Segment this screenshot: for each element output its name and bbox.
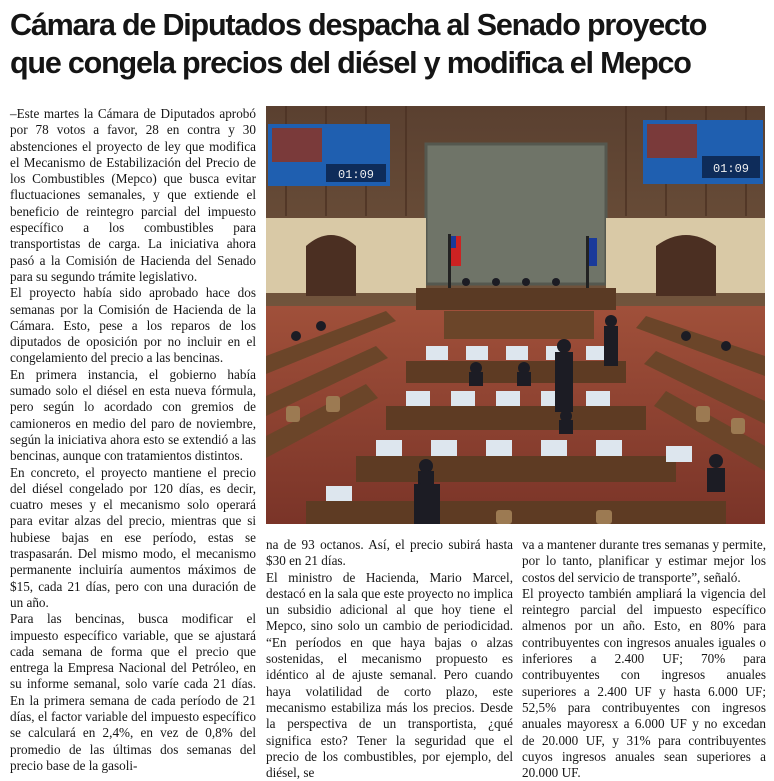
article-column-3 [522,537,766,781]
chamber-photo [266,106,765,524]
paragraph: va a mantener durante tres semanas y permite, por lo tanto, planificar y estimar mejor los costos del servicio de transporte”, señaló. [522,537,766,585]
headline [10,6,770,82]
paragraph: El ministro de Hacienda, Mario Marcel, destacó en la sala que este proyecto no implica un subsidio adicional al que hoy tiene el Mepco, sino solo un cambio de periodicidad. “En períodos en que haya bajas o alzas sostenidas, el mecanismo propuesto es idéntico al de ajuste semanal. Pero cuando haya volatilidad de corto plazo, este mecanismo estabiliza más los precios. Desde la perspectiva de un transportista, ¿qué significa esto? Tener la seguridad que el precio de los combustibles, por ejemplo, del diésel, se [266,569,513,781]
paragraph: El proyecto había sido aprobado hace dos semanas por la Comisión de Hacienda de la Cámara. Esto, pese a los reparos de los diputados de oposición por no incluir en el congelamiento del precio a las bencinas. [10,285,256,366]
paragraph: –Este martes la Cámara de Diputados aprobó por 78 votos a favor, 28 en contra y 30 abstenciones el proyecto de ley que modifica el Mecanismo de Estabilización del Precio de los Combustibles (Mepco) que busca evitar fluctuaciones semanales, y que extiende el beneficio de reintegro parcial del impuesto específico a los combustibles para transportistas de carga. La iniciativa ahora pasó a la Comisión de Hacienda del Senado para su segundo trámite legislativo. [10,106,256,284]
article-column-2 [266,537,513,781]
screen-time-right: 01:09 [712,162,750,176]
headline-line-1: Cámara de Diputados despacha al Senado proyecto [10,8,707,42]
headline-line-2: que congela precios del diésel y modifica el Mepco [10,46,691,80]
paragraph: na de 93 octanos. Así, el precio subirá hasta $30 en 21 días. [266,537,513,569]
paragraph: En primera instancia, el gobierno había sumado solo el diésel en esta nueva fórmula, pero según lo acordado con gremios de camioneros en medio del paro de noviembre, según la iniciativa ahora esto se extendió a las bencinas, aunque con tratamientos distintos. [10,366,256,464]
article-column-1 [10,106,256,774]
paragraph: El proyecto también ampliará la vigencia del reintegro parcial del impuesto específico almenos por un año. Esto, en 80% para contribuyentes con ingresos anuales iguales o inferiores a 2.400 UF; 70% para contribuyentes con ingresos anuales superiores a 2.400 UF y hasta 6.000 UF; 52,5% para contribuyentes con ingresos anuales mayoresx a 6.000 UF y no excedan de 20.000 UF, y 31% para contribuyentes cuyos ingresos anuales sean superiores a 20.000 UF. [522,585,766,781]
paragraph: Para las bencinas, busca modificar el impuesto específico variable, que se ajustará cada semana de forma que el precio que entrega la Empresa Nacional del Petróleo, en su informe semanal, solo varíe cada 21 días. En la primera semana de cada período de 21 días, el factor variable del impuesto específico se calculará en 2,4%, en vez de 0,8% del promedio de las últimas dos semanas del precio base de la gasoli- [10,611,256,773]
paragraph: En concreto, el proyecto mantiene el precio del diésel congelado por 120 días, es decir, cuatro meses y el mecanismo solo operará para evitar alzas del precio, mientras que si hubiese bajas en ese período, estas se traspasarán. Del mismo modo, el mecanismo permanente incluiría aumentos máximos de $15, cada 21 días, pero con una duración de un año. [10,464,256,610]
screen-time-left: 01:09 [337,168,375,182]
